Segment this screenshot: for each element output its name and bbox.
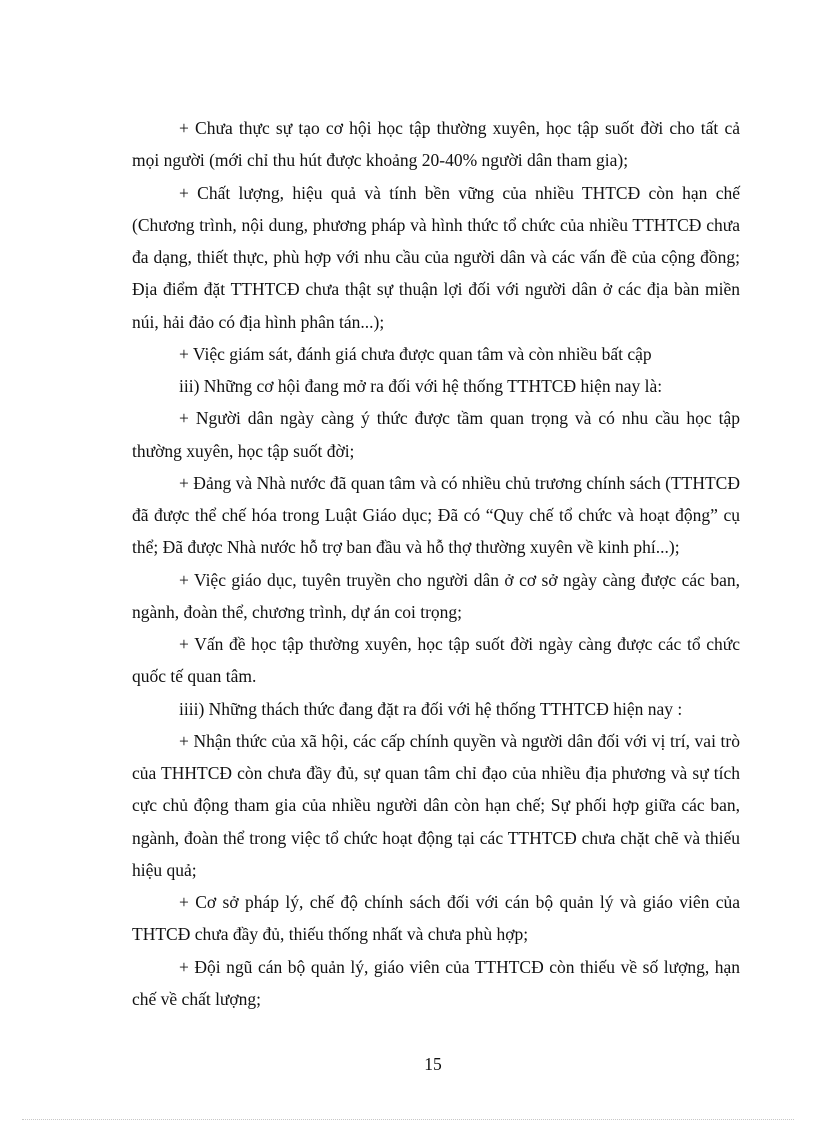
paragraph-2: + Chất lượng, hiệu quả và tính bền vững của nhiều THTCĐ còn hạn chế (Chương trình, nội dung, phương pháp và hình thức tổ chức của nhiều TTHTCĐ chưa đa dạng, thiết thực, phù hợp với nhu cầu của người dân và các vấn đề của cộng đồng; Địa điểm đặt TTHTCĐ chưa thật sự thuận lợi đối với người dân ở các địa bàn miền núi, hải đảo có địa hình phân tán...); (132, 182, 740, 332)
paragraph-7: + Việc giáo dục, tuyên truyền cho người dân ở cơ sở ngày càng được các ban, ngành, đoàn thể, chương trình, dự án coi trọng; (132, 569, 740, 622)
paragraph-1: + Chưa thực sự tạo cơ hội học tập thường xuyên, học tập suốt đời cho tất cả mọi người (mới chỉ thu hút được khoảng 20-40% người dân tham gia); (132, 118, 740, 171)
page-bottom-divider (22, 1119, 794, 1120)
paragraph-4: iii) Những cơ hội đang mở ra đối với hệ thống TTHTCĐ hiện nay là: (179, 376, 663, 396)
paragraph-12: + Đội ngũ cán bộ quản lý, giáo viên của TTHTCĐ còn thiếu về số lượng, hạn chế về chất lượng; (132, 956, 740, 1009)
paragraph-3: + Việc giám sát, đánh giá chưa được quan tâm và còn nhiều bất cập (179, 343, 652, 364)
paragraph-11: + Cơ sở pháp lý, chế độ chính sách đối với cán bộ quản lý và giáo viên của THTCĐ chưa đầy đủ, thiếu thống nhất và chưa phù hợp; (132, 892, 740, 945)
page-number: 15 (424, 1054, 442, 1074)
paragraph-10: + Nhận thức của xã hội, các cấp chính quyền và người dân đối với vị trí, vai trò của THHTCĐ còn chưa đầy đủ, sự quan tâm chỉ đạo của nhiều địa phương và sự tích cực chủ động tham gia của nhiều người dân còn hạn chế; Sự phối hợp giữa các ban, ngành, đoàn thể trong việc tổ chức hoạt động tại các TTHTCĐ chưa chặt chẽ và thiếu hiệu quả; (132, 730, 740, 880)
paragraph-8: + Vấn đề học tập thường xuyên, học tập suốt đời ngày càng được các tổ chức quốc tế quan tâm. (132, 634, 740, 687)
body-text (132, 112, 740, 1015)
paragraph-9: iiii) Những thách thức đang đặt ra đối với hệ thống TTHTCĐ hiện nay : (179, 698, 683, 719)
paragraph-6: + Đảng và Nhà nước đã quan tâm và có nhiều chủ trương chính sách (TTHTCĐ đã được thể chế hóa trong Luật Giáo dục; Đã có “Quy chế tổ chức và hoạt động” cụ thể; Đã được Nhà nước hỗ trợ ban đầu và hỗ thợ thường xuyên về kinh phí...); (132, 472, 740, 558)
paragraph-5: + Người dân ngày càng ý thức được tầm quan trọng và có nhu cầu học tập thường xuyên, học tập suốt đời; (132, 408, 740, 461)
